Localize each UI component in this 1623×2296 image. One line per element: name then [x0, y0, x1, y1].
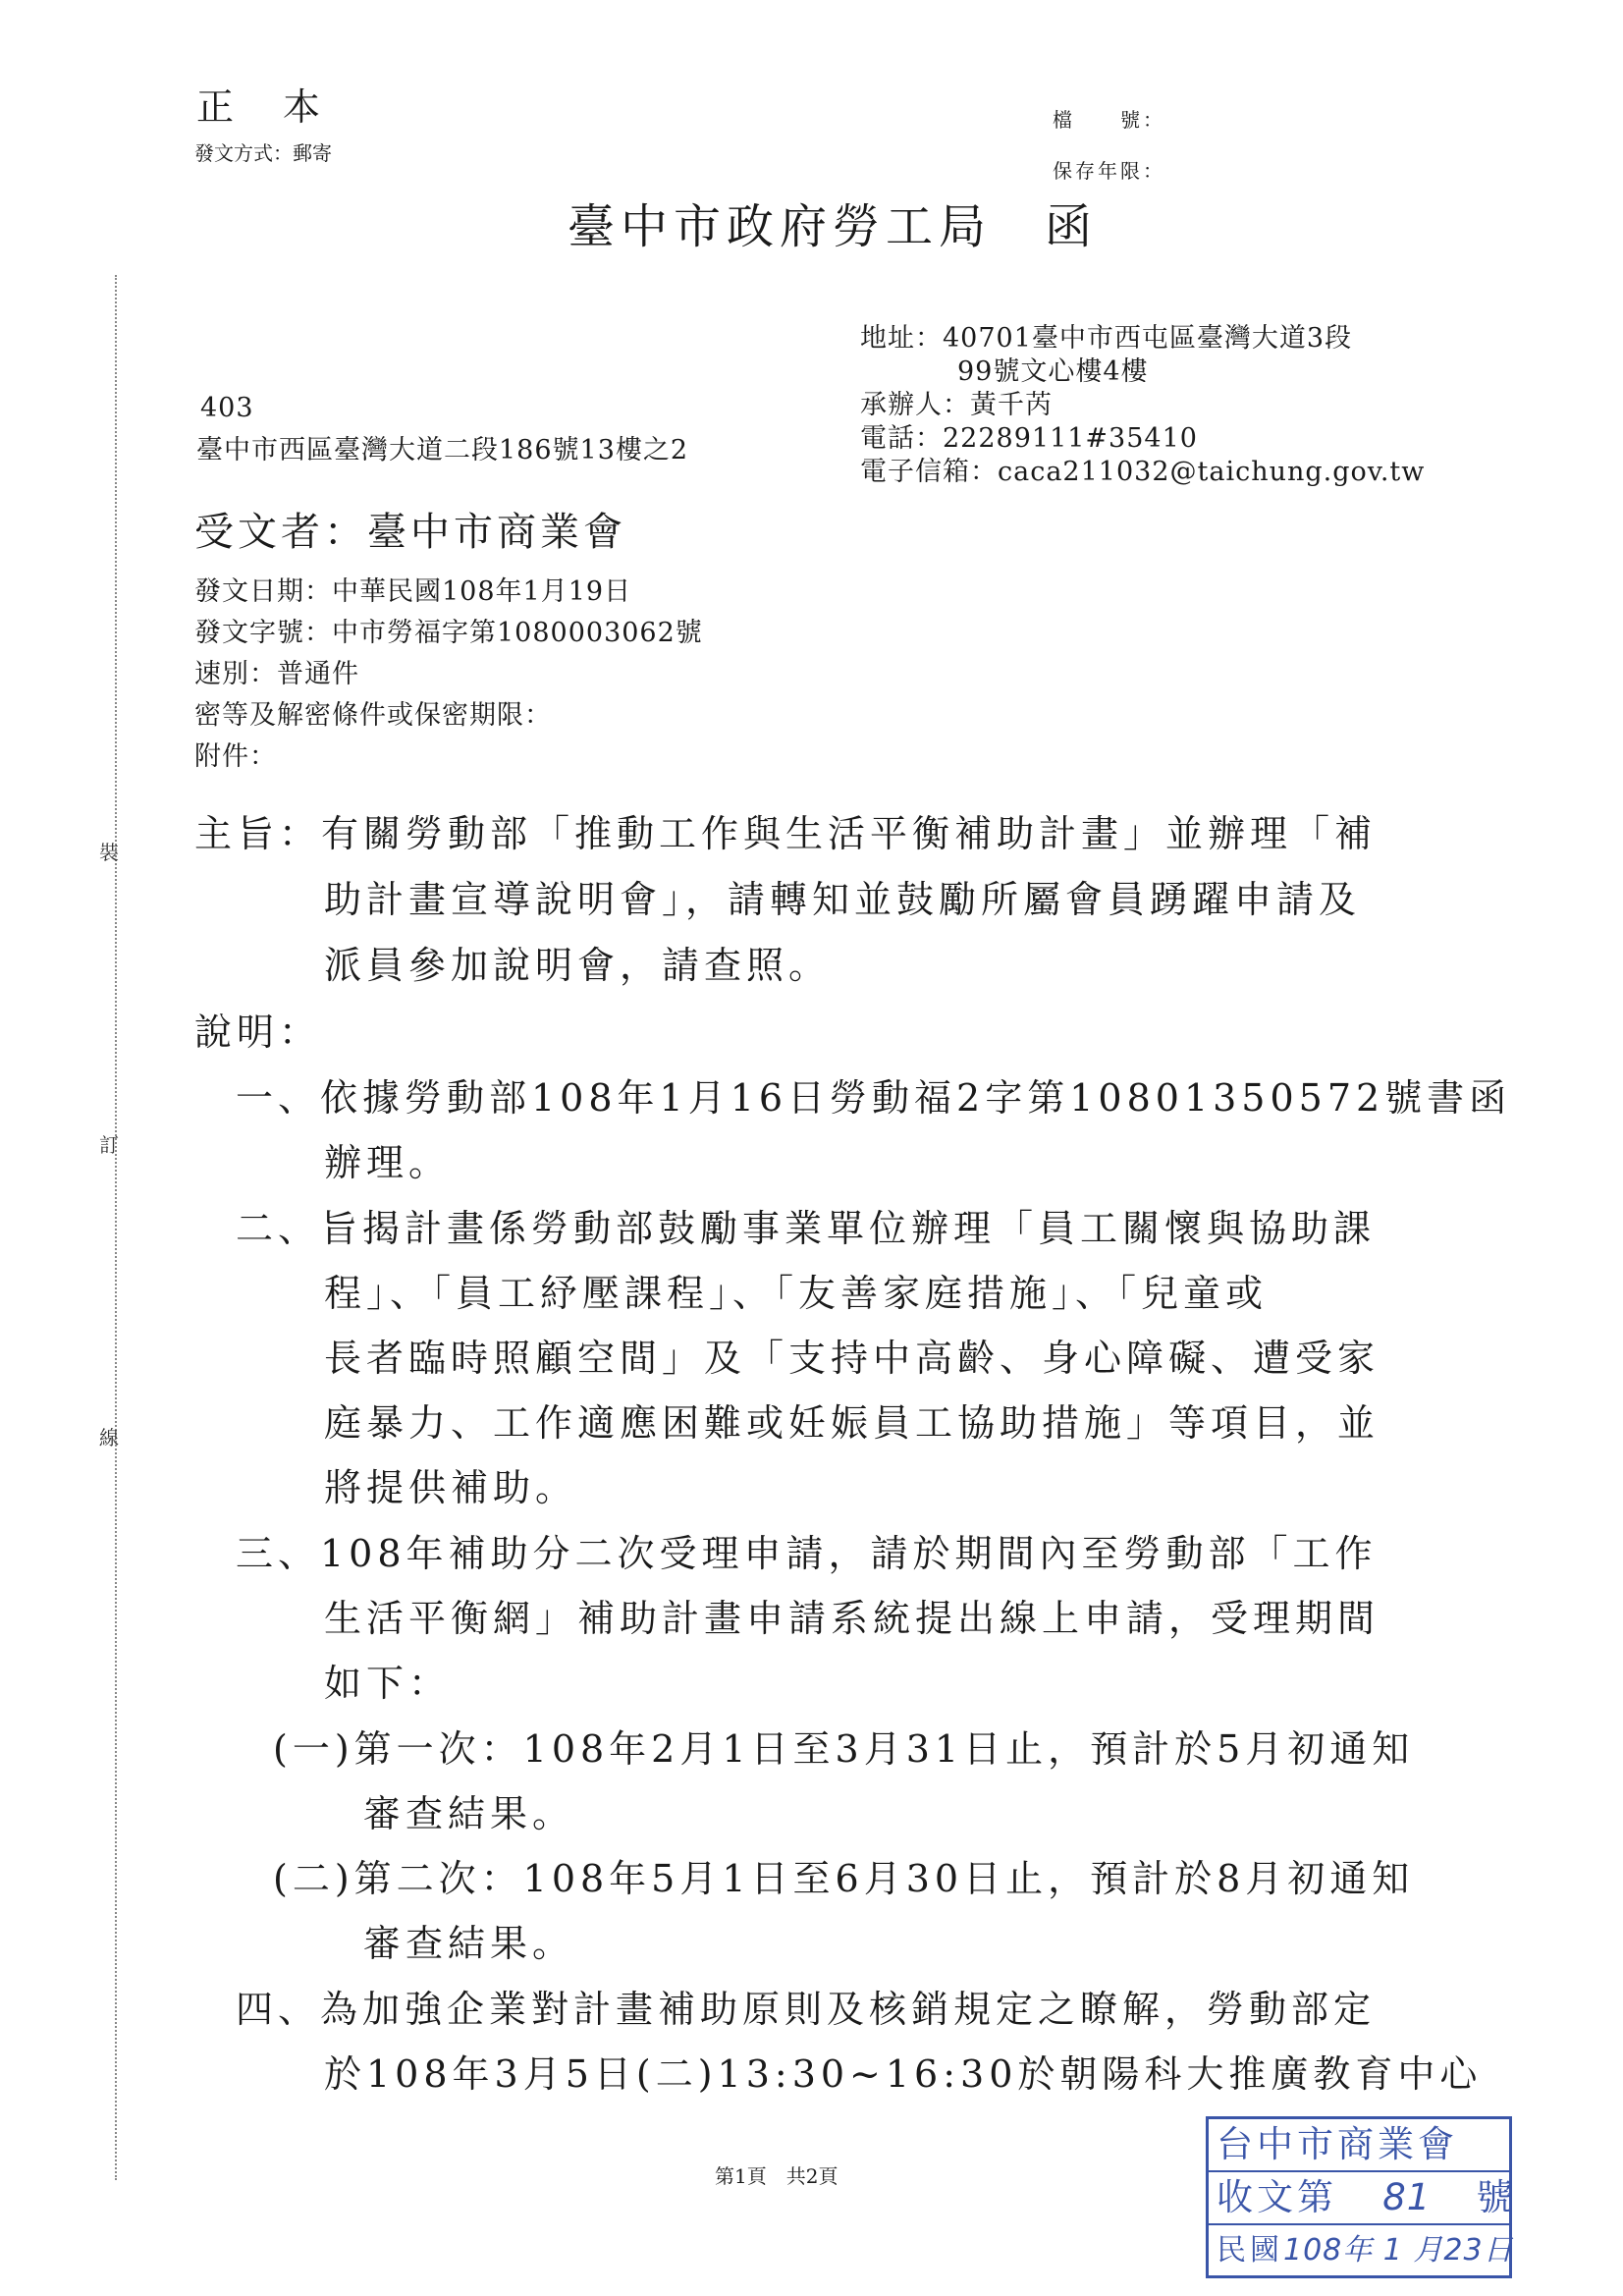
explanation-line: 辦理。 [324, 1141, 452, 1184]
stamp-receipt-row [1209, 2172, 1517, 2225]
sender-email: 電子信箱：caca211032@taichung.gov.tw [860, 457, 1426, 487]
sender-address-line2: 99號文心樓4樓 [957, 356, 1149, 387]
page-number: 第1頁 共2頁 [715, 2164, 839, 2188]
explanation-line: (二)第二次：108年5月1日至6月30日止，預計於8月初通知 [273, 1857, 1415, 1900]
explanation-line: 三、108年補助分二次受理申請，請於期間內至勞動部「工作 [236, 1532, 1378, 1575]
subject-line-2: 助計畫宣導說明會」，請轉知並鼓勵所屬會員踴躍申請及 [324, 878, 1362, 921]
stamp-org: 台中市商業會 [1209, 2119, 1509, 2172]
explanation-line: 長者臨時照顧空間」及「支持中高齡、身心障礙、遭受家 [324, 1337, 1380, 1380]
stamp-date-row [1209, 2225, 1514, 2278]
explanation-line: (一)第一次：108年2月1日至3月31日止，預計於5月初通知 [273, 1727, 1415, 1771]
explanation-line: 一、依據勞動部108年1月16日勞動福2字第10801350572號書函 [236, 1076, 1512, 1120]
explanation-line: 將提供補助。 [324, 1466, 578, 1509]
secrecy-level: 密等及解密條件或保密期限： [194, 700, 552, 731]
explanation-line: 如下： [324, 1662, 452, 1705]
binding-char: 裝 [99, 841, 119, 864]
explanation-line: 庭暴力、工作適應困難或妊娠員工協助措施」等項目，並 [324, 1401, 1380, 1445]
subject-line-1: 主旨：有關勞動部「推動工作與生活平衡補助計畫」並辦理「補 [194, 812, 1378, 855]
stamp-date-prefix: 民國 [1217, 2233, 1283, 2268]
speed-category: 速別：普通件 [194, 659, 359, 689]
recipient-address: 臺中市西區臺灣大道二段186號13樓之2 [196, 435, 689, 465]
explanation-line: 審查結果。 [363, 1922, 575, 1965]
binding-char: 線 [99, 1426, 119, 1449]
explanation-label: 說明： [194, 1011, 322, 1054]
subject-line-3: 派員參加說明會，請查照。 [324, 944, 832, 987]
received-stamp [1206, 2116, 1517, 2278]
stamp-receipt-label: 收文第 [1217, 2176, 1337, 2218]
stamp-receipt-suffix: 號 [1476, 2176, 1517, 2218]
document-title: 臺中市政府勞工局 函 [568, 199, 1099, 254]
explanation-line: 於108年3月5日(二)13:30~16:30於朝陽科大推廣教育中心 [324, 2052, 1483, 2096]
stamp-receipt-number: 81 [1382, 2176, 1432, 2218]
retention-label: 保存年限： [1053, 159, 1165, 183]
file-number-label: 檔 號： [1053, 108, 1165, 132]
sender-phone: 電話：22289111#35410 [860, 423, 1198, 454]
explanation-line: 四、為加強企業對計畫補助原則及核銷規定之瞭解，勞動部定 [236, 1988, 1377, 2031]
copy-type: 正 本 [196, 85, 327, 129]
stamp-date: 108年 1 月23日 [1283, 2233, 1514, 2268]
issue-date: 發文日期：中華民國108年1月19日 [194, 576, 632, 607]
explanation-line: 二、旨揭計畫係勞動部鼓勵事業單位辦理「員工關懷與協助課 [236, 1207, 1377, 1250]
sender-contact: 承辦人：黃千芮 [860, 390, 1053, 420]
explanation-line: 程」、「員工紓壓課程」、「友善家庭措施」、「兒童或 [324, 1272, 1269, 1315]
attachment: 附件： [194, 741, 277, 772]
sender-address-line1: 地址：40701臺中市西屯區臺灣大道3段 [860, 323, 1353, 354]
send-method: 發文方式：郵寄 [194, 141, 332, 165]
document-number: 發文字號：中市勞福字第1080003062號 [194, 618, 703, 648]
recipient-postcode: 403 [200, 393, 254, 423]
binding-char: 訂 [99, 1133, 119, 1157]
recipient-name: 受文者：臺中市商業會 [194, 510, 626, 555]
explanation-line: 生活平衡網」補助計畫申請系統提出線上申請，受理期間 [324, 1597, 1380, 1640]
explanation-line: 審查結果。 [363, 1792, 575, 1835]
binding-margin-line [115, 275, 117, 2180]
